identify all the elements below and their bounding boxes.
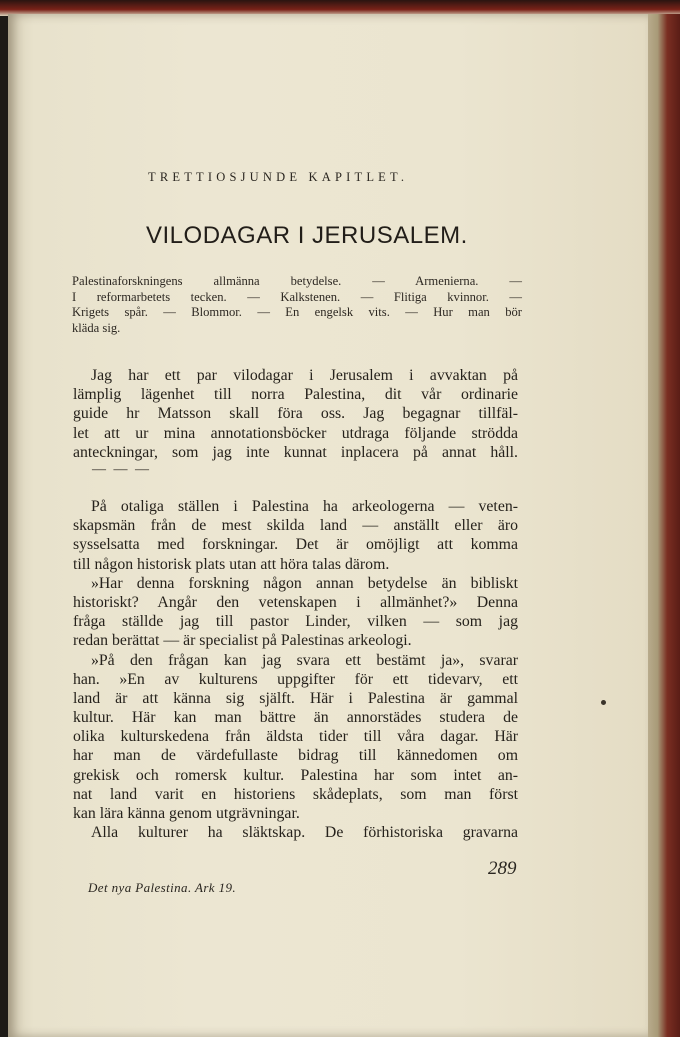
summary-line: I reformarbetets tecken. — Kalkstenen. — Flitiga kvinnor. — xyxy=(72,289,522,304)
text-line: kultur. Här kan man bättre än annorstädes studera de xyxy=(73,709,518,727)
text-line: lämplig lägenhet till norra Palestina, dit vår ordinarie xyxy=(73,386,518,404)
text-line: till någon historisk plats utan att höra talas därom. xyxy=(73,555,390,573)
printer-signature: Det nya Palestina. Ark 19. xyxy=(88,880,237,895)
text-line: På otaliga ställen i Palestina ha arkeologerna — veten- xyxy=(91,498,518,515)
text-line: skapsmän från de mest skilda land — anställt eller äro xyxy=(73,517,518,535)
text-line: fråga ställde jag till pastor Linder, vilken — som jag xyxy=(73,613,518,631)
text-line: Jag har ett par vilodagar i Jerusalem i avvaktan på xyxy=(91,367,518,384)
text-line: historiskt? Angår den vetenskapen i allmänhet?» Denna xyxy=(73,593,518,611)
text-line: Alla kulturer ha släktskap. De förhistoriska gravarna xyxy=(91,824,518,842)
paragraph-main xyxy=(73,497,518,842)
text-line: har man de värdefullaste bidrag till kännedomen om xyxy=(73,747,518,765)
text-line: grekisk och romersk kultur. Palestina har som intet an- xyxy=(73,766,518,784)
text-line: »Har denna forskning någon annan betydelse än bibliskt xyxy=(91,574,518,592)
page-number: 289 xyxy=(488,858,517,879)
text-line: nat land varit en historiens skådeplats, som man först xyxy=(73,785,518,803)
text-line: sysselsatta med forskningar. Det är omöjligt att komma xyxy=(73,536,518,554)
text-line: anteckningar, som jag inte kunnat inplacera på annat håll. xyxy=(73,443,518,461)
text-line: kan lära känna genom utgrävningar. xyxy=(73,805,300,822)
text-line: »På den frågan kan jag svara ett bestämt ja», svarar xyxy=(91,651,518,669)
text-line: land är att känna sig själft. Här i Palestina är gammal xyxy=(73,689,518,707)
section-separator: — — — xyxy=(92,462,151,477)
summary-line: Palestinaforskningens allmänna betydelse. — Armenierna. — xyxy=(72,274,522,288)
summary-line: Krigets spår. — Blommor. — En engelsk vits. — Hur man bör xyxy=(72,305,522,319)
ink-speck xyxy=(601,700,606,705)
summary-line: kläda sig. xyxy=(72,320,121,335)
chapter-label: TRETTIOSJUNDE KAPITLET. xyxy=(148,170,409,184)
chapter-summary xyxy=(72,274,522,336)
chapter-title: VILODAGAR I JERUSALEM. xyxy=(146,222,468,249)
text-line: guide hr Matsson skall föra oss. Jag begagnar tillfäl- xyxy=(73,405,518,423)
paragraph-intro xyxy=(73,366,518,462)
text-line: olika kulturskedena från äldsta tider till våra dagar. Här xyxy=(73,728,518,746)
book-spine-edge xyxy=(648,14,680,1037)
text-line: redan berättat — är specialist på Palestinas arkeologi. xyxy=(73,632,412,650)
text-line: let att ur mina annotationsböcker utdraga följande strödda xyxy=(73,424,518,442)
text-line: han. »En av kulturens uppgifter för ett tidevarv, ett xyxy=(73,670,518,688)
